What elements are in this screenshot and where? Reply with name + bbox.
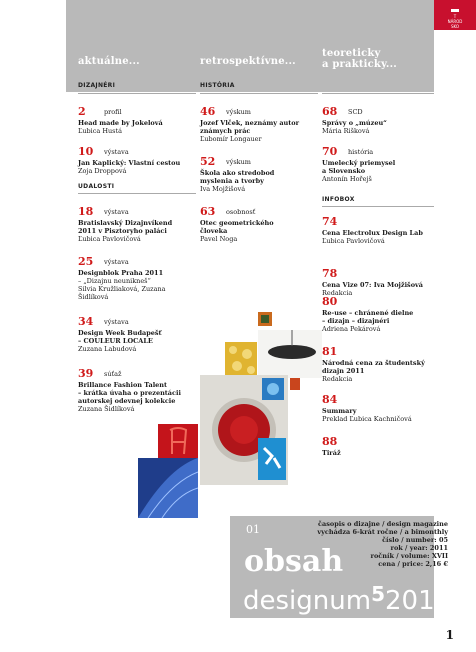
toc-article-type: osobnosť — [226, 208, 256, 216]
blue-icon-photo — [262, 378, 284, 400]
lamp-photo — [258, 330, 322, 378]
toc-entry[interactable] — [200, 150, 318, 193]
toc-title: Jozef Vlček, neznámy autor — [200, 119, 300, 127]
column-heading-current: aktuálne... — [78, 56, 140, 67]
issue-label: 01 — [246, 523, 260, 536]
divider — [322, 93, 434, 94]
magazine-info-line: cena / price: 2,16 € — [378, 560, 448, 568]
toc-entry[interactable] — [322, 290, 440, 333]
toc-title: Head made by Jokelová — [78, 119, 163, 127]
toc-title: Design Week Budapešť — [78, 329, 162, 337]
toc-entry[interactable] — [78, 140, 196, 175]
toc-author: Zuzana Labudová — [78, 345, 137, 353]
toc-entry[interactable] — [78, 100, 196, 135]
logo-line2: NÁROD — [447, 19, 463, 24]
section-label-infobox: INFOBOX — [322, 196, 355, 203]
toc-title: Národná cena za študentský — [322, 359, 425, 367]
toc-entry[interactable] — [322, 388, 440, 423]
red-chair-photo — [158, 424, 198, 458]
section-label-events: UDALOSTI — [78, 183, 115, 190]
page-title: obsah — [244, 544, 344, 579]
toc-article-type: výstava — [104, 208, 129, 216]
toc-page-number: 88 — [322, 435, 338, 448]
magazine-info-line: číslo / number: 05 — [382, 536, 448, 544]
section-label-designers: DIZAJNÉRI — [78, 82, 116, 89]
brand-year: 2011 — [384, 586, 452, 616]
toc-author: Redakcia — [322, 375, 353, 383]
toc-author: Ľubica Pavlovičová — [78, 235, 141, 243]
toc-author: Adriena Pekárová — [322, 325, 381, 333]
column-heading-theory-line2: a prakticky... — [322, 59, 397, 70]
toc-title: Správy o „múzeu“ — [322, 119, 387, 127]
toc-page-number: 18 — [78, 205, 94, 218]
toc-article-type: výstava — [104, 318, 129, 326]
toc-title: Otec geometrického — [200, 219, 274, 227]
column-heading-retrospective: retrospektívne... — [200, 56, 296, 67]
toc-entry[interactable] — [322, 100, 440, 135]
toc-title: Jan Kaplický: Vlastní cestou — [78, 159, 181, 167]
toc-page-number: 34 — [78, 315, 94, 328]
toc-page-number: 80 — [322, 295, 338, 308]
toc-title: autorskej odevnej kolekcie — [78, 397, 176, 405]
magazine-brand — [243, 579, 451, 616]
toc-title: človeka — [200, 227, 228, 235]
toc-author: Redakcia — [322, 289, 353, 297]
toc-title: – krátka úvaha o prezentácii — [78, 389, 181, 397]
toc-page-number: 68 — [322, 105, 338, 118]
orange-square-photo — [258, 312, 272, 326]
toc-entry[interactable] — [322, 140, 440, 183]
toc-author: – „Dizajnu neunikneš“ — [78, 277, 151, 285]
divider — [78, 93, 196, 94]
toc-page-number: 63 — [200, 205, 216, 218]
toc-title: Cena Electrolux Design Lab — [322, 229, 423, 237]
toc-entry[interactable] — [78, 200, 196, 243]
toc-page-number: 39 — [78, 367, 94, 380]
toc-author: Silvia Kružliaková, Zuzana — [78, 285, 166, 293]
toc-entry[interactable] — [322, 340, 440, 383]
toc-page-number: 78 — [322, 267, 338, 280]
toc-title: Cena Vize 07: Iva Mojžišová — [322, 281, 424, 289]
logo-line1: T — [453, 14, 457, 19]
toc-author: Mária Rišková — [322, 127, 370, 135]
toc-article-type: SCD — [348, 108, 363, 116]
toc-author: Šidlíková — [78, 293, 109, 301]
toc-author: Ľubica Pavlovičová — [322, 237, 385, 245]
toc-title: Tiráž — [322, 449, 341, 457]
section-label-history: HISTÓRIA — [200, 82, 235, 89]
toc-entry[interactable] — [78, 250, 196, 301]
toc-page-number: 25 — [78, 255, 94, 268]
magazine-info-line: ročník / volume: XVII — [370, 552, 448, 560]
blue-symbol-photo — [258, 438, 286, 480]
toc-article-type: výskum — [226, 158, 251, 166]
divider — [200, 93, 318, 94]
toc-author: Zuzana Šidlíková — [78, 405, 135, 413]
toc-author: Zoja Droppová — [78, 167, 127, 175]
toc-title: Umelecký priemysel — [322, 159, 396, 167]
yellow-pattern-photo — [225, 342, 257, 376]
magazine-info-line: vychádza 6-krát ročne / a bimonthly — [317, 528, 448, 536]
toc-author: Ľubomír Longauer — [200, 135, 262, 143]
toc-author: Antonín Hořejš — [322, 175, 372, 183]
toc-article-type: výstava — [104, 148, 129, 156]
toc-page-number: 10 — [78, 145, 94, 158]
logo-mark-icon — [451, 9, 459, 12]
toc-title: Designblok Praha 2011 — [78, 269, 164, 277]
page-number: 1 — [445, 628, 454, 642]
magazine-info-line: časopis o dizajne / design magazine — [318, 520, 448, 528]
toc-article-type: profil — [104, 108, 122, 116]
toc-article-type: výstava — [104, 258, 129, 266]
toc-title: Brillance Fashion Talent — [78, 381, 168, 389]
toc-title: – COULEUR LOCALE — [78, 337, 153, 345]
toc-page-number: 46 — [200, 105, 216, 118]
column-heading-theory — [322, 48, 397, 70]
blue-architecture-photo — [138, 458, 198, 518]
divider — [78, 193, 196, 194]
toc-author: Pavel Noga — [200, 235, 238, 243]
toc-author: Iva Mojžišová — [200, 185, 246, 193]
toc-entry[interactable] — [322, 210, 440, 245]
toc-entry[interactable] — [78, 362, 196, 413]
toc-title: a Slovensko — [322, 167, 366, 175]
header-band — [66, 0, 434, 92]
brand-name: designum — [243, 586, 372, 616]
toc-author: Ľubica Hustá — [78, 127, 123, 135]
toc-title: známych prác — [200, 127, 251, 135]
toc-title: myslenia a tvorby — [200, 177, 264, 185]
toc-article-type: súťaž — [104, 370, 122, 378]
brand-issue-number: 5 — [371, 582, 385, 606]
logo-line3: SKO — [450, 24, 460, 29]
toc-page-number: 52 — [200, 155, 216, 168]
column-heading-theory-line1: teoreticky — [322, 48, 381, 59]
toc-title: – dizajn – dizajnéri — [322, 317, 390, 325]
toc-title: dizajn 2011 — [322, 367, 365, 375]
small-red-photo — [290, 378, 300, 390]
publisher-logo — [434, 0, 476, 30]
toc-page-number: 84 — [322, 393, 338, 406]
toc-entry[interactable] — [322, 430, 440, 457]
toc-page-number: 81 — [322, 345, 338, 358]
toc-page-number: 70 — [322, 145, 338, 158]
toc-article-type: výskum — [226, 108, 251, 116]
toc-entry[interactable] — [200, 100, 318, 143]
toc-page-number: 2 — [78, 105, 86, 118]
divider — [322, 206, 434, 207]
toc-author: Preklad Ľubica Kachničová — [322, 415, 412, 423]
toc-title: Summary — [322, 407, 357, 415]
toc-entry[interactable] — [78, 310, 196, 353]
toc-article-type: história — [348, 148, 374, 156]
toc-title: Škola ako stredobod — [200, 169, 275, 177]
toc-entry[interactable] — [200, 200, 318, 243]
toc-title: 2011 v Pisztoryho paláci — [78, 227, 167, 235]
toc-title: Re-use – chránené dielne — [322, 309, 414, 317]
toc-title: Bratislavský Dizajnvíkend — [78, 219, 173, 227]
toc-page-number: 74 — [322, 215, 338, 228]
magazine-info-line: rok / year: 2011 — [390, 544, 448, 552]
